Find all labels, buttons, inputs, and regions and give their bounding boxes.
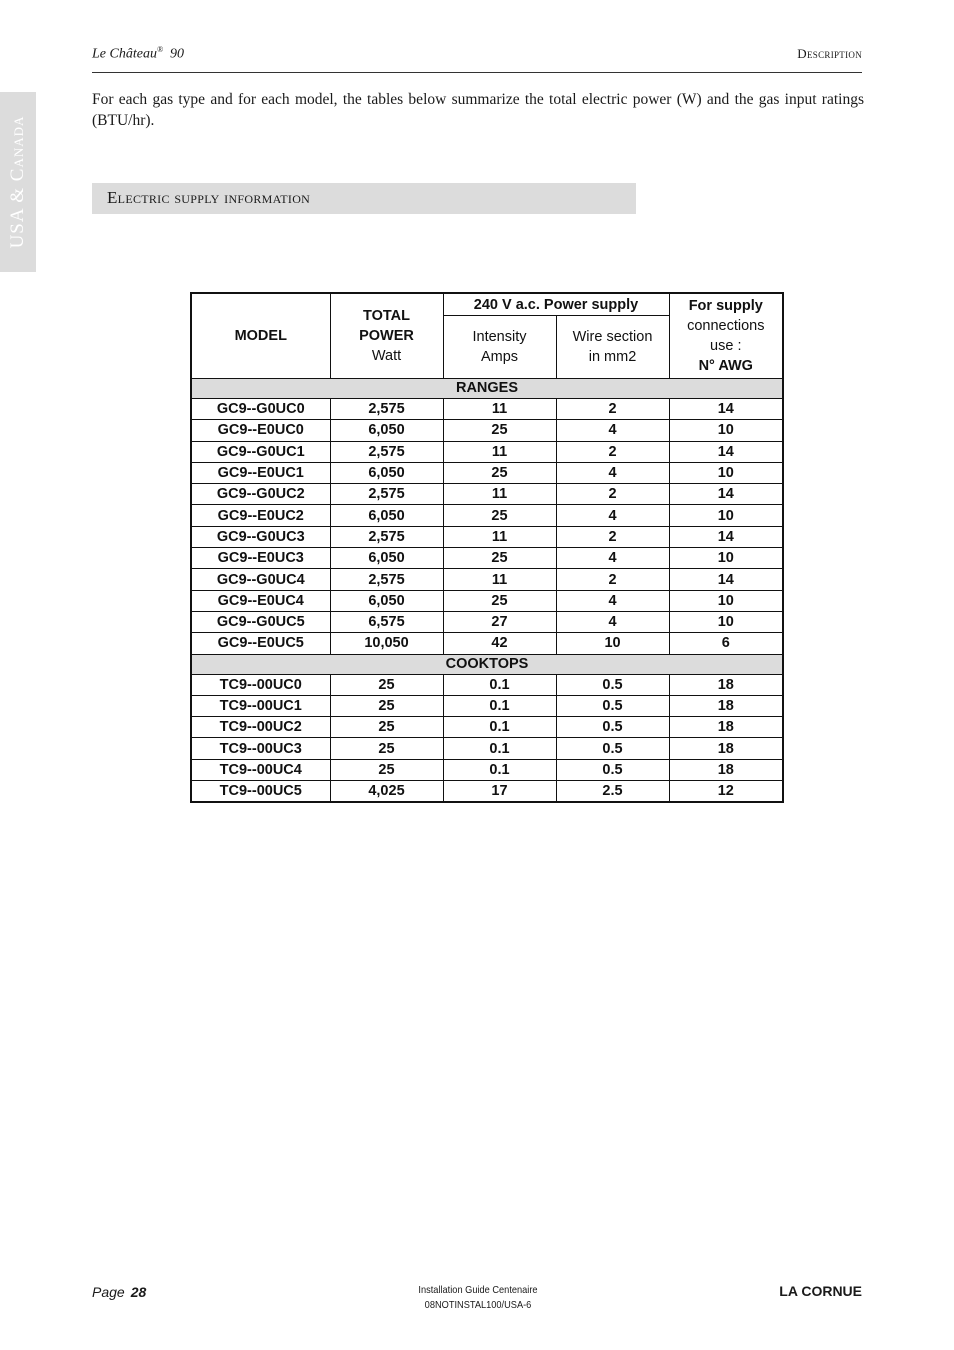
cell-wire-section: 0.5 <box>556 759 669 780</box>
table-row <box>191 759 783 780</box>
cell-intensity: 25 <box>443 590 556 611</box>
cell-intensity: 25 <box>443 420 556 441</box>
cell-model: TC9--00UC3 <box>191 738 330 759</box>
brand-name: LA CORNUE <box>779 1283 862 1299</box>
cell-model: GC9--G0UC5 <box>191 611 330 632</box>
table-row <box>191 781 783 803</box>
header-wire-line2: in mm2 <box>588 349 637 365</box>
cell-model: GC9--G0UC2 <box>191 484 330 505</box>
cell-wire-section: 0.5 <box>556 717 669 738</box>
cell-total-power: 10,050 <box>330 633 443 654</box>
section-heading: Electric supply information <box>92 183 636 214</box>
header-power-supply: 240 V a.c. Power supply <box>443 293 669 316</box>
document-title <box>92 45 184 63</box>
cell-awg: 14 <box>669 399 783 420</box>
header-total-power-unit: Watt <box>371 348 402 364</box>
cell-model: GC9--E0UC4 <box>191 590 330 611</box>
header-total-power <box>330 293 443 379</box>
table-row <box>191 633 783 654</box>
table-row <box>191 484 783 505</box>
cell-intensity: 25 <box>443 505 556 526</box>
cell-intensity: 25 <box>443 548 556 569</box>
cell-awg: 14 <box>669 569 783 590</box>
cell-total-power: 2,575 <box>330 569 443 590</box>
table-body <box>191 379 783 803</box>
header-connections-line2: connections <box>687 318 765 334</box>
cell-total-power: 6,050 <box>330 420 443 441</box>
cell-model: GC9--G0UC4 <box>191 569 330 590</box>
cell-awg: 18 <box>669 738 783 759</box>
cell-model: GC9--G0UC3 <box>191 526 330 547</box>
cell-awg: 18 <box>669 695 783 716</box>
cell-total-power: 6,050 <box>330 462 443 483</box>
document-code: 08NOTINSTAL100/USA-6 <box>424 1299 532 1311</box>
table-row <box>191 505 783 526</box>
cell-intensity: 25 <box>443 462 556 483</box>
header-intensity-line1: Intensity <box>472 329 527 345</box>
cell-wire-section: 2 <box>556 399 669 420</box>
cell-wire-section: 4 <box>556 611 669 632</box>
cell-wire-section: 2 <box>556 526 669 547</box>
header-supply-connections <box>669 293 783 379</box>
cell-total-power: 6,050 <box>330 505 443 526</box>
cell-intensity: 11 <box>443 441 556 462</box>
cell-intensity: 11 <box>443 569 556 590</box>
region-side-tab <box>0 92 36 272</box>
table-row <box>191 695 783 716</box>
page-label: Page <box>92 1284 125 1300</box>
table-row <box>191 548 783 569</box>
guide-title: Installation Guide Centenaire <box>418 1284 538 1296</box>
cell-wire-section: 2 <box>556 484 669 505</box>
header-total-power-line2: POWER <box>359 328 414 344</box>
cell-total-power: 6,050 <box>330 590 443 611</box>
cell-awg: 10 <box>669 590 783 611</box>
region-label: USA & Canada <box>7 115 28 249</box>
cell-awg: 18 <box>669 674 783 695</box>
cell-total-power: 2,575 <box>330 484 443 505</box>
cell-total-power: 2,575 <box>330 441 443 462</box>
cell-wire-section: 0.5 <box>556 738 669 759</box>
cell-model: TC9--00UC4 <box>191 759 330 780</box>
table-row <box>191 717 783 738</box>
header-total-power-line1: TOTAL <box>363 308 410 324</box>
cell-awg: 14 <box>669 526 783 547</box>
group-label: COOKTOPS <box>191 654 783 674</box>
cell-total-power: 2,575 <box>330 526 443 547</box>
page-indicator <box>92 1284 146 1300</box>
cell-model: GC9--E0UC2 <box>191 505 330 526</box>
table-row <box>191 420 783 441</box>
cell-model: GC9--E0UC0 <box>191 420 330 441</box>
cell-total-power: 25 <box>330 695 443 716</box>
intro-paragraph: For each gas type and for each model, the tables below summarize the total electric power (W) and the gas input ratings (BTU/hr). <box>92 91 864 129</box>
table-row <box>191 569 783 590</box>
cell-awg: 6 <box>669 633 783 654</box>
cell-wire-section: 2.5 <box>556 781 669 803</box>
cell-awg: 14 <box>669 484 783 505</box>
header-model: MODEL <box>191 293 330 379</box>
cell-total-power: 25 <box>330 759 443 780</box>
section-name: Description <box>797 46 862 61</box>
header-connections-line4: N° AWG <box>698 358 753 374</box>
table-row <box>191 674 783 695</box>
cell-awg: 18 <box>669 717 783 738</box>
cell-intensity: 0.1 <box>443 717 556 738</box>
header-divider <box>92 72 862 73</box>
cell-model: TC9--00UC1 <box>191 695 330 716</box>
cell-intensity: 42 <box>443 633 556 654</box>
cell-total-power: 25 <box>330 717 443 738</box>
cell-model: TC9--00UC2 <box>191 717 330 738</box>
group-row <box>191 379 783 399</box>
registered-mark: ® <box>156 45 164 54</box>
table-row <box>191 441 783 462</box>
cell-intensity: 0.1 <box>443 759 556 780</box>
table-row <box>191 590 783 611</box>
cell-total-power: 25 <box>330 738 443 759</box>
group-label: RANGES <box>191 379 783 399</box>
cell-wire-section: 4 <box>556 505 669 526</box>
electric-supply-table <box>190 292 784 803</box>
table-row <box>191 611 783 632</box>
cell-intensity: 11 <box>443 526 556 547</box>
cell-wire-section: 4 <box>556 420 669 441</box>
cell-wire-section: 4 <box>556 590 669 611</box>
cell-wire-section: 10 <box>556 633 669 654</box>
header-intensity-line2: Amps <box>480 349 519 365</box>
cell-model: TC9--00UC0 <box>191 674 330 695</box>
cell-intensity: 0.1 <box>443 695 556 716</box>
cell-awg: 12 <box>669 781 783 803</box>
cell-wire-section: 2 <box>556 569 669 590</box>
cell-model: GC9--E0UC1 <box>191 462 330 483</box>
cell-model: GC9--E0UC5 <box>191 633 330 654</box>
cell-intensity: 0.1 <box>443 674 556 695</box>
cell-awg: 10 <box>669 611 783 632</box>
table-row <box>191 526 783 547</box>
cell-wire-section: 0.5 <box>556 695 669 716</box>
group-row <box>191 654 783 674</box>
cell-intensity: 27 <box>443 611 556 632</box>
header-connections-line1: For supply <box>688 298 763 314</box>
footer-document-info <box>390 1283 566 1313</box>
header-wire-line1: Wire section <box>572 329 653 345</box>
cell-intensity: 11 <box>443 484 556 505</box>
cell-model: TC9--00UC5 <box>191 781 330 803</box>
cell-model: GC9--E0UC3 <box>191 548 330 569</box>
cell-awg: 10 <box>669 505 783 526</box>
cell-awg: 14 <box>669 441 783 462</box>
cell-wire-section: 4 <box>556 548 669 569</box>
cell-awg: 18 <box>669 759 783 780</box>
header-connections-line3: use : <box>710 338 742 354</box>
cell-wire-section: 4 <box>556 462 669 483</box>
table-row <box>191 462 783 483</box>
cell-wire-section: 2 <box>556 441 669 462</box>
cell-awg: 10 <box>669 462 783 483</box>
cell-total-power: 6,575 <box>330 611 443 632</box>
cell-awg: 10 <box>669 548 783 569</box>
cell-total-power: 2,575 <box>330 399 443 420</box>
header-intensity <box>443 316 556 379</box>
cell-intensity: 17 <box>443 781 556 803</box>
cell-intensity: 11 <box>443 399 556 420</box>
cell-total-power: 25 <box>330 674 443 695</box>
header-wire-section <box>556 316 669 379</box>
cell-model: GC9--G0UC0 <box>191 399 330 420</box>
page-number: 28 <box>130 1284 147 1300</box>
cell-intensity: 0.1 <box>443 738 556 759</box>
cell-wire-section: 0.5 <box>556 674 669 695</box>
cell-model: GC9--G0UC1 <box>191 441 330 462</box>
table-header <box>191 293 783 379</box>
table-row <box>191 399 783 420</box>
cell-total-power: 6,050 <box>330 548 443 569</box>
doc-title-text: Le Château <box>92 46 157 62</box>
cell-total-power: 4,025 <box>330 781 443 803</box>
table-row <box>191 738 783 759</box>
cell-awg: 10 <box>669 420 783 441</box>
model-number: 90 <box>170 46 185 62</box>
